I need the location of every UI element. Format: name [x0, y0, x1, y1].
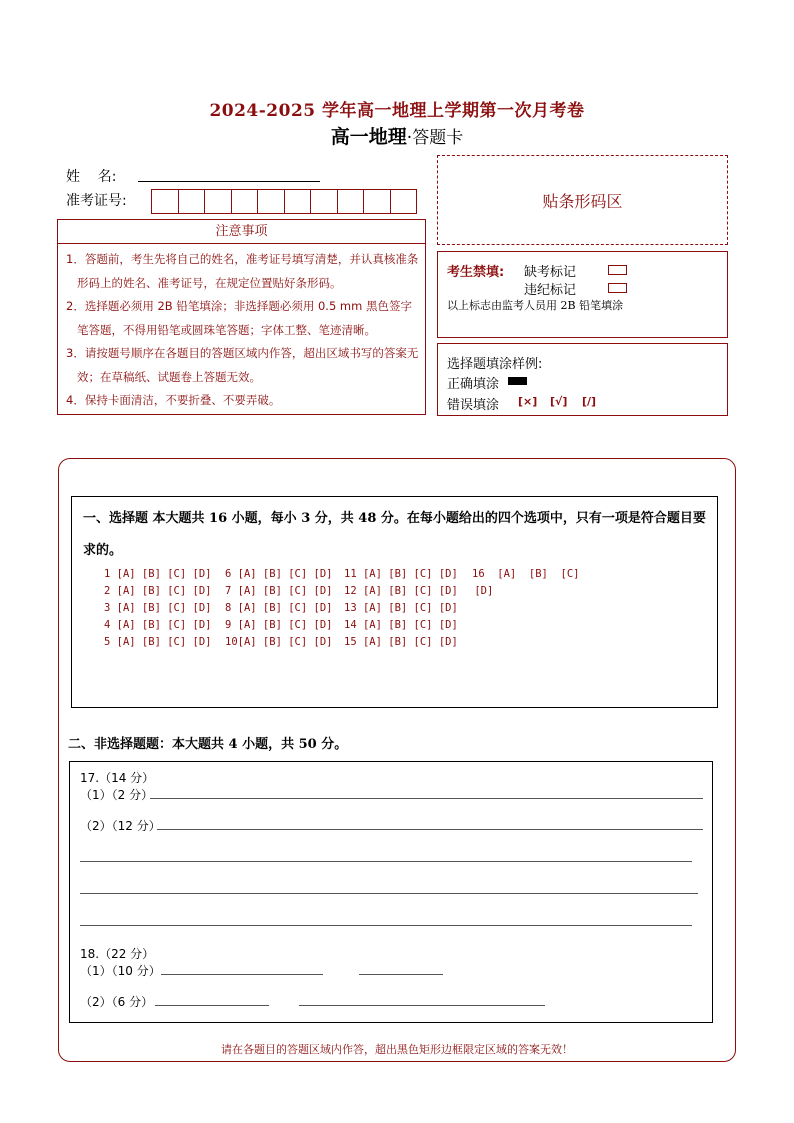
forbidden-label: 考生禁填: [447, 265, 505, 280]
notice-heading: 注意事项 [58, 220, 425, 244]
nonchoice-section-instruction: 二、非选择题题：本大题共 4 小题，共 50 分。 [68, 737, 348, 752]
subtitle-subject: 高一地理 [330, 126, 407, 148]
id-digit-box[interactable] [364, 190, 391, 213]
answer-sheet-subtitle [0, 122, 794, 149]
examiner-marks-box [437, 251, 728, 338]
choice-item[interactable]: 2 [A] [B] [C] [D] [104, 585, 212, 597]
id-digit-box[interactable] [232, 190, 259, 213]
choice-item[interactable]: 11 [A] [B] [C] [D] [344, 568, 458, 580]
wrong-mark-check: [√] [550, 395, 568, 408]
q17-title: 17.（14 分） [80, 771, 155, 785]
wrong-mark-slash: [/] [582, 395, 597, 408]
choice-item[interactable]: 13 [A] [B] [C] [D] [344, 602, 458, 614]
violation-mark-label: 违纪标记 [524, 283, 577, 298]
notice-item: 2．选择题必须用 2B 铅笔填涂；非选择题必须用 0.5 mm 黑色签字笔答题，不得用铅笔或圆珠笔答题；字体工整、笔迹清晰。 [66, 299, 412, 337]
q18-part2-answer-line[interactable] [299, 1005, 545, 1006]
q18-part2-label: （2）（6 分） [80, 995, 154, 1009]
q17-part2-label: （2）（12 分） [80, 819, 161, 833]
choice-item[interactable]: 6 [A] [B] [C] [D] [225, 568, 333, 580]
id-digit-box[interactable] [205, 190, 232, 213]
choice-item[interactable]: 9 [A] [B] [C] [D] [225, 619, 333, 631]
wrong-mark-x: [×] [518, 395, 538, 408]
forbidden-note: 以上标志由监考人员用 2B 铅笔填涂 [447, 299, 624, 312]
q18-part1-answer-line[interactable] [359, 974, 443, 975]
wrong-fill-label: 错误填涂 [447, 398, 500, 413]
q18-part1-label: （1）（10 分） [80, 964, 161, 978]
notice-box [57, 219, 426, 415]
q17-part1-answer-line[interactable] [150, 798, 703, 799]
q17-answer-line[interactable] [80, 925, 692, 926]
id-digit-box[interactable] [285, 190, 312, 213]
id-digit-box[interactable] [311, 190, 338, 213]
q17-part2-answer-line[interactable] [157, 829, 703, 830]
notice-item: 1．答题前，考生先将自己的姓名，准考证号填写清楚，并认真核准条形码上的姓名、准考证号，在规定位置贴好条形码。 [66, 252, 419, 290]
choice-item[interactable]: 7 [A] [B] [C] [D] [225, 585, 333, 597]
choice-item[interactable]: 5 [A] [B] [C] [D] [104, 636, 212, 648]
absent-mark-box[interactable] [608, 265, 627, 275]
correct-fill-mark [508, 377, 527, 385]
name-label: 姓 名: [66, 169, 117, 185]
choice-section-instruction: 一、选择题 本大题共 16 小题，每小 3 分，共 48 分。在每小题给出的四个选项中，只有一项是符合题目要求的。 [83, 511, 706, 558]
subtitle-dot: · [406, 128, 413, 148]
id-digit-box[interactable] [179, 190, 206, 213]
subtitle-tail: 答题卡 [412, 128, 464, 148]
id-digit-box[interactable] [391, 190, 417, 213]
notice-item: 4．保持卡面清洁，不要折叠、不要弄破。 [66, 393, 281, 407]
q18-part2-answer-line[interactable] [155, 1005, 269, 1006]
fill-sample-box [437, 343, 728, 416]
choice-item[interactable]: 4 [A] [B] [C] [D] [104, 619, 212, 631]
fill-sample-heading: 选择题填涂样例: [447, 357, 543, 372]
choice-item[interactable]: 3 [A] [B] [C] [D] [104, 602, 212, 614]
id-digit-box[interactable] [338, 190, 365, 213]
barcode-area [437, 155, 728, 245]
id-number-boxes[interactable] [151, 189, 417, 214]
id-label: 准考证号: [66, 193, 127, 209]
choice-item[interactable]: [D] [468, 585, 494, 597]
violation-mark-box[interactable] [608, 283, 627, 293]
q18-part1-answer-line[interactable] [161, 974, 323, 975]
notice-item: 3．请按题号顺序在各题目的答题区域内作答，超出区域书写的答案无效；在草稿纸、试题卷上答题无效。 [66, 346, 419, 384]
q17-part1-label: （1）（2 分） [80, 788, 154, 802]
choice-item[interactable]: 10[A] [B] [C] [D] [225, 636, 333, 648]
q17-answer-line[interactable] [80, 861, 692, 862]
barcode-label: 贴条形码区 [542, 191, 623, 211]
exam-title: 2024-2025 学年高一地理上学期第一次月考卷 [209, 101, 585, 121]
id-digit-box[interactable] [152, 190, 179, 213]
choice-item[interactable]: 12 [A] [B] [C] [D] [344, 585, 458, 597]
choice-item[interactable]: 1 [A] [B] [C] [D] [104, 568, 212, 580]
choice-item[interactable]: 15 [A] [B] [C] [D] [344, 636, 458, 648]
footer-warning: 请在各题目的答题区域内作答，超出黑色矩形边框限定区域的答案无效！ [221, 1043, 573, 1056]
correct-fill-label: 正确填涂 [447, 377, 500, 392]
q18-title: 18.（22 分） [80, 947, 155, 961]
absent-mark-label: 缺考标记 [524, 265, 577, 280]
choice-item[interactable]: 8 [A] [B] [C] [D] [225, 602, 333, 614]
nonchoice-section-box [69, 761, 713, 1023]
choice-item[interactable]: 14 [A] [B] [C] [D] [344, 619, 458, 631]
id-digit-box[interactable] [258, 190, 285, 213]
choice-item[interactable]: 16 [A] [B] [C] [472, 568, 580, 580]
name-field[interactable] [138, 181, 320, 182]
q17-answer-line[interactable] [80, 893, 698, 894]
